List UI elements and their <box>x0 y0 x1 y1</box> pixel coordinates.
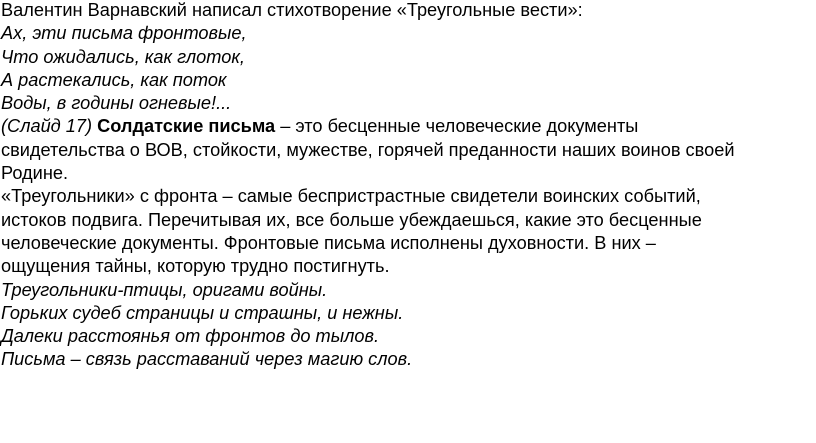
paragraph1-line-2: свидетельства о ВОВ, стойкости, мужестве, горячей преданности наших воинов своей <box>1 139 735 160</box>
paragraph2-line-4: ощущения тайны, которую трудно постигнуть. <box>1 256 390 277</box>
poem1-line-2: Что ожидались, как глоток, <box>1 46 245 67</box>
poem2-line-3: Далеки расстоянья от фронтов до тылов. <box>1 326 380 347</box>
poem2-line-4: Письма – связь расставаний через магию слов. <box>1 349 413 370</box>
bold-term: Солдатские письма <box>97 116 276 137</box>
poem2-line-1: Треугольники-птицы, оригами войны. <box>1 279 328 300</box>
paragraph2-line-1: «Треугольники» с фронта – самые беспристрастные свидетели воинских событий, <box>1 186 701 207</box>
poem1-line-3: А растекались, как поток <box>1 69 227 90</box>
slide-reference: (Слайд 17) <box>1 116 93 137</box>
poem2-line-2: Горьких судеб страницы и страшны, и нежны. <box>1 302 404 323</box>
poem1-line-4: Воды, в годины огневые!... <box>1 93 232 114</box>
paragraph1-line-1-rest: – это бесценные человеческие документы <box>275 116 639 137</box>
poem1-line-1: Ах, эти письма фронтовые, <box>1 23 247 44</box>
paragraph1-line-1 <box>1 115 816 138</box>
paragraph2-line-3: человеческие документы. Фронтовые письма исполнены духовности. В них – <box>1 232 656 253</box>
paragraph2-line-2: истоков подвига. Перечитывая их, все больше убеждаешься, какие это бесценные <box>1 209 702 230</box>
paragraph1-line-3: Родине. <box>1 163 69 184</box>
intro-line: Валентин Варнавский написал стихотворение «Треугольные вести»: <box>1 0 583 20</box>
